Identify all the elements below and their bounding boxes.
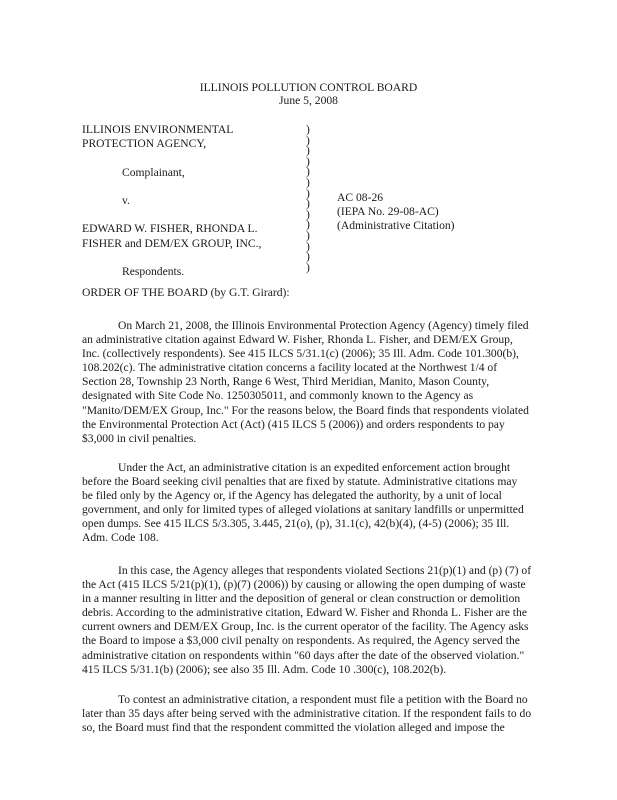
caption-line: EDWARD W. FISHER, RHONDA L. [82,222,258,236]
text-line: To contest an administrative citation, a respondent must file a petition with the Board no [118,693,528,706]
text-line: later than 35 days after being served with the administrative citation. If the respondent fails to do [82,707,532,721]
caption-line: PROTECTION AGENCY, [82,137,207,151]
paren: ) [306,186,310,200]
text-line: current owners and DEM/EX Group, Inc. is the current operator of the facility. The Agency asks [82,620,529,634]
caption-line: Respondents. [122,264,185,278]
text-line: open dumps. See 415 ILCS 5/3.305, 3.445, 21(o), (p), 31.1(c), 42(b)(4), (4-5) (2006); 35 Ill. [82,517,510,531]
paragraph-2 [82,460,562,545]
order-heading: ORDER OF THE BOARD (by G.T. Girard): [82,286,290,299]
text-line: In this case, the Agency alleges that respondents violated Sections 21(p)(1) and (p) (7) of [118,564,532,577]
paren: ) [306,123,310,136]
document-header [0,81,617,107]
caption-line [82,179,307,193]
text-line: 108.202(c). The administrative citation concerns a facility located at the Northwest 1/4 of [82,361,498,375]
paragraph-1 [82,318,562,445]
paragraph-3 [82,563,562,676]
caption-line [82,250,307,264]
caption-case-number [337,190,455,232]
iepa-number: (IEPA No. 29-08-AC) [337,205,439,218]
paren: ) [306,228,310,242]
caption-line [82,150,307,164]
text-line: On March 21, 2008, the Illinois Environmental Protection Agency (Agency) timely filed [118,319,529,332]
caption-parties [82,122,307,278]
caption-line: ILLINOIS ENVIRONMENTAL [82,123,234,136]
paren: ) [306,207,310,221]
text-line: the Environmental Protection Act (Act) (415 ILCS 5 (2006)) and orders respondents to pay [82,417,505,431]
agency-name: ILLINOIS POLLUTION CONTROL BOARD [199,81,418,94]
text-line: the Act (415 ILCS 5/21(p)(1), (p)(7) (2006)) by causing or allowing the open dumping of waste [82,578,526,592]
text-line: before the Board seeking civil penalties that are fixed by statute. Administrative citations may [82,475,518,489]
paragraph-4 [82,692,562,734]
text-line: administrative citation on respondents within "60 days after the date of the observed violation." [82,648,525,662]
caption-line: FISHER and DEM/EX GROUP, INC., [82,236,262,250]
text-line: in a manner resulting in litter and the deposition of general or clean construction or demolition [82,592,521,606]
text-line: debris. According to the administrative citation, Edward W. Fisher and Rhonda L. Fisher are the [82,606,527,620]
caption-line: Complainant, [122,165,185,179]
paren: ) [306,260,310,274]
text-line: an administrative citation against Edward W. Fisher, Rhonda L. Fisher, and DEM/EX Group, [82,333,513,347]
text-line: so, the Board must find that the respondent committed the violation alleged and impose the [82,721,505,735]
paren: ) [306,154,310,168]
text-line: Under the Act, an administrative citation is an expedited enforcement action brought [118,461,511,474]
text-line: Adm. Code 108. [82,531,159,545]
paren: ) [306,197,310,211]
text-line: be filed only by the Agency or, if the Agency has delegated the authority, by a unit of local [82,489,502,503]
paren: ) [306,144,310,158]
document-date: June 5, 2008 [279,94,338,107]
text-line: Section 28, Township 23 North, Range 6 West, Third Meridian, Manito, Mason County, [82,375,490,389]
text-line: designated with Site Code No. 1250305011, and commonly known to the Agency as [82,389,474,403]
case-number: AC 08-26 [337,191,384,204]
case-type: (Administrative Citation) [337,219,455,232]
caption-parens [306,122,316,274]
text-line: $3,000 in civil penalties. [82,431,197,445]
text-line: the Board to impose a $3,000 civil penalty on respondents. As required, the Agency served the [82,634,520,648]
text-line: 415 ILCS 5/31.1(b) (2006); see also 35 Ill. Adm. Code 10 .300(c), 108.202(b). [82,662,447,676]
text-line: government, and only for limited types of alleged violations at sanitary landfills or unpermitted [82,503,524,517]
text-line: Inc. (collectively respondents). See 415 ILCS 5/31.1(c) (2006); 35 Ill. Adm. Code 101.300(b), [82,347,519,361]
paren: ) [306,239,310,253]
caption-line: v. [122,193,130,207]
paren: ) [306,165,310,179]
paren: ) [306,175,310,189]
paren: ) [306,133,310,147]
text-line: "Manito/DEM/EX Group, Inc." For the reasons below, the Board finds that respondents violated [82,403,529,417]
case-caption [82,122,562,278]
paren: ) [306,218,310,232]
paren: ) [306,250,310,264]
caption-line [82,207,307,221]
